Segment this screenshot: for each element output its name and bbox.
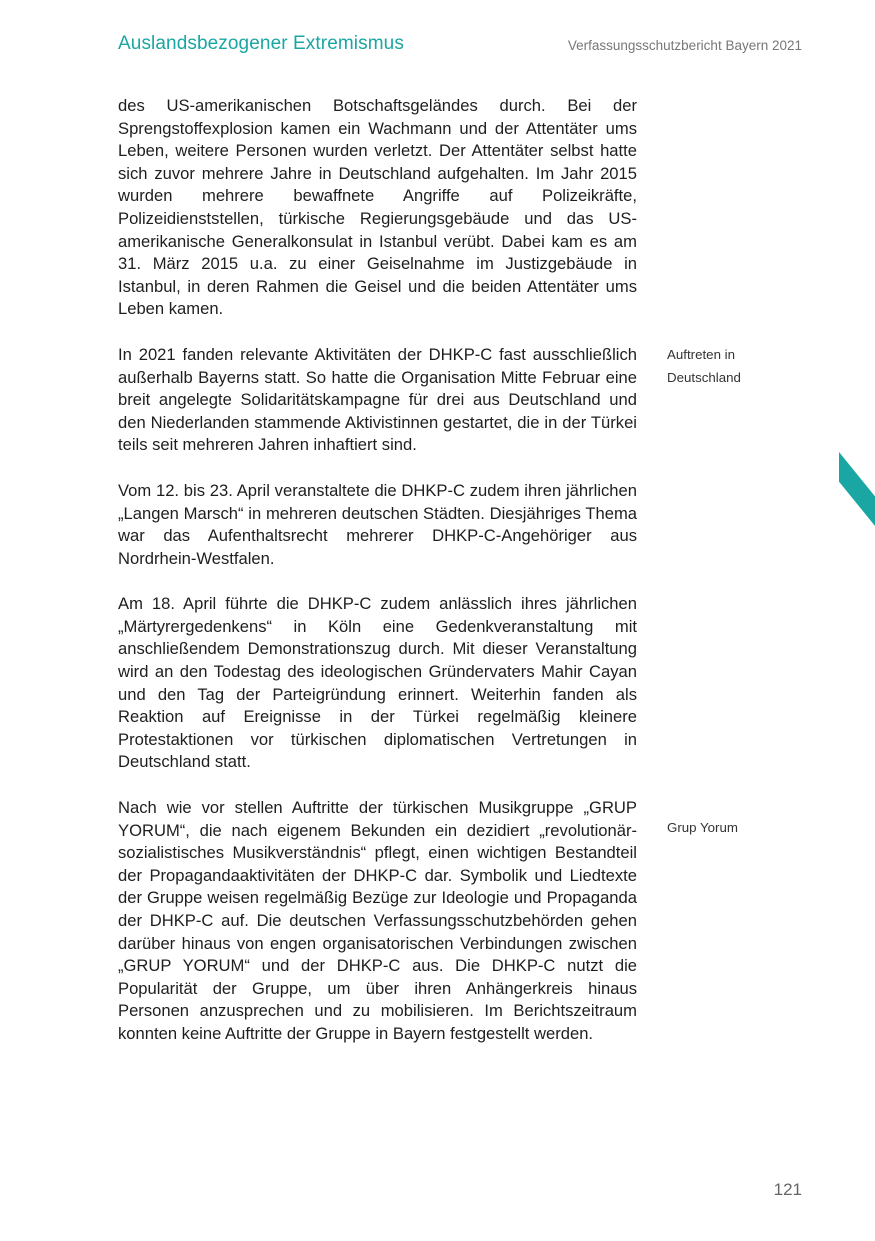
paragraph-martyr-commemoration: Am 18. April führte die DHKP-C zudem anlässlich ihres jährlichen „Märtyrergedenkens“ in Köln eine Gedenkveranstaltung mit anschließendem Demonstrationszug durch. Mit dieser Veranstaltung wird an den Todestag des ideologischen Gründervaters Mahir Cayan und den Tag der Parteigründung erinnert. Weiterhin fanden als Reaktion auf Ereignisse in der Türkei regelmäßig kleinere Protestaktionen vor türkischen diplomatischen Vertretungen in Deutschland statt. (118, 594, 637, 772)
margin-note-line: Deutschland (667, 370, 741, 385)
report-title: Verfassungsschutzbericht Bayern 2021 (567, 38, 802, 53)
margin-note-line: Auftreten in (667, 347, 736, 362)
chapter-tab-marker (839, 452, 875, 526)
section-title: Auslandsbezogener Extremismus (118, 33, 404, 54)
page-number: 121 (773, 1180, 802, 1199)
paragraph-activities-2021: In 2021 fanden relevante Aktivitäten der DHKP-C fast ausschließlich außerhalb Bayerns statt. So hatte die Organisation Mitte Februar eine breit angelegte Solidaritätskampagne für drei aus Deutschland und den Niederlanden stammende Aktivistinnen gestartet, die in der Türkei teils seit mehreren Jahren inhaftiert sind. (118, 344, 637, 455)
body-text (118, 95, 637, 1069)
margin-note-grup-yorum (667, 816, 738, 839)
paragraph-grup-yorum: Nach wie vor stellen Auftritte der türkischen Musikgruppe „GRUP YORUM“, die nach eigenem Bekunden ein dezidiert „revolutionär-sozialistisches Musikverständnis“ pflegt, einen wichtigen Bestandteil der Propagandaaktivitäten der DHKP-C dar. Symbolik und Liedtexte der Gruppe weisen regelmäßig Bezüge zur Ideologie und Propaganda der DHKP-C auf. Die deutschen Verfassungsschutzbehörden gehen darüber hinaus von engen organisatorischen Verbindungen zwischen „GRUP YORUM“ und der DHKP-C aus. Die DHKP-C nutzt die Popularität der Gruppe, um über ihren Anhängerkreis hinaus Personen anzusprechen und zu mobilisieren. Im Berichtszeitraum konnten keine Auftritte der Gruppe in Bayern festgestellt werden. (118, 798, 637, 1043)
paragraph-attack-history: des US-amerikanischen Botschaftsgeländes durch. Bei der Sprengstoffexplosion kamen ein Wachmann und der Attentäter ums Leben, weitere Personen wurden verletzt. Der Attentäter selbst hatte sich zuvor mehrere Jahre in Deutschland aufgehalten. Im Jahr 2015 wurden mehrere bewaffnete Angriffe auf Polizeikräfte, Polizeidienststellen, türkische Regierungsgebäude und das US-amerikanische Generalkonsulat in Istanbul verübt. Dabei kam es am 31. März 2015 u.a. zu einer Geiselnahme im Justizgebäude in Istanbul, in deren Rahmen die Geisel und die beiden Attentäter ums Leben kamen. (118, 96, 637, 319)
margin-note-line: Grup Yorum (667, 820, 738, 835)
paragraph-long-march: Vom 12. bis 23. April veranstaltete die DHKP-C zudem ihren jährlichen „Langen Marsch“ in mehreren deutschen Städten. Diesjähriges Thema war das Aufenthaltsrecht mehrerer DHKP-C-Angehöriger aus Nordrhein-Westfalen. (118, 480, 637, 568)
margin-note-auftreten (667, 343, 741, 389)
